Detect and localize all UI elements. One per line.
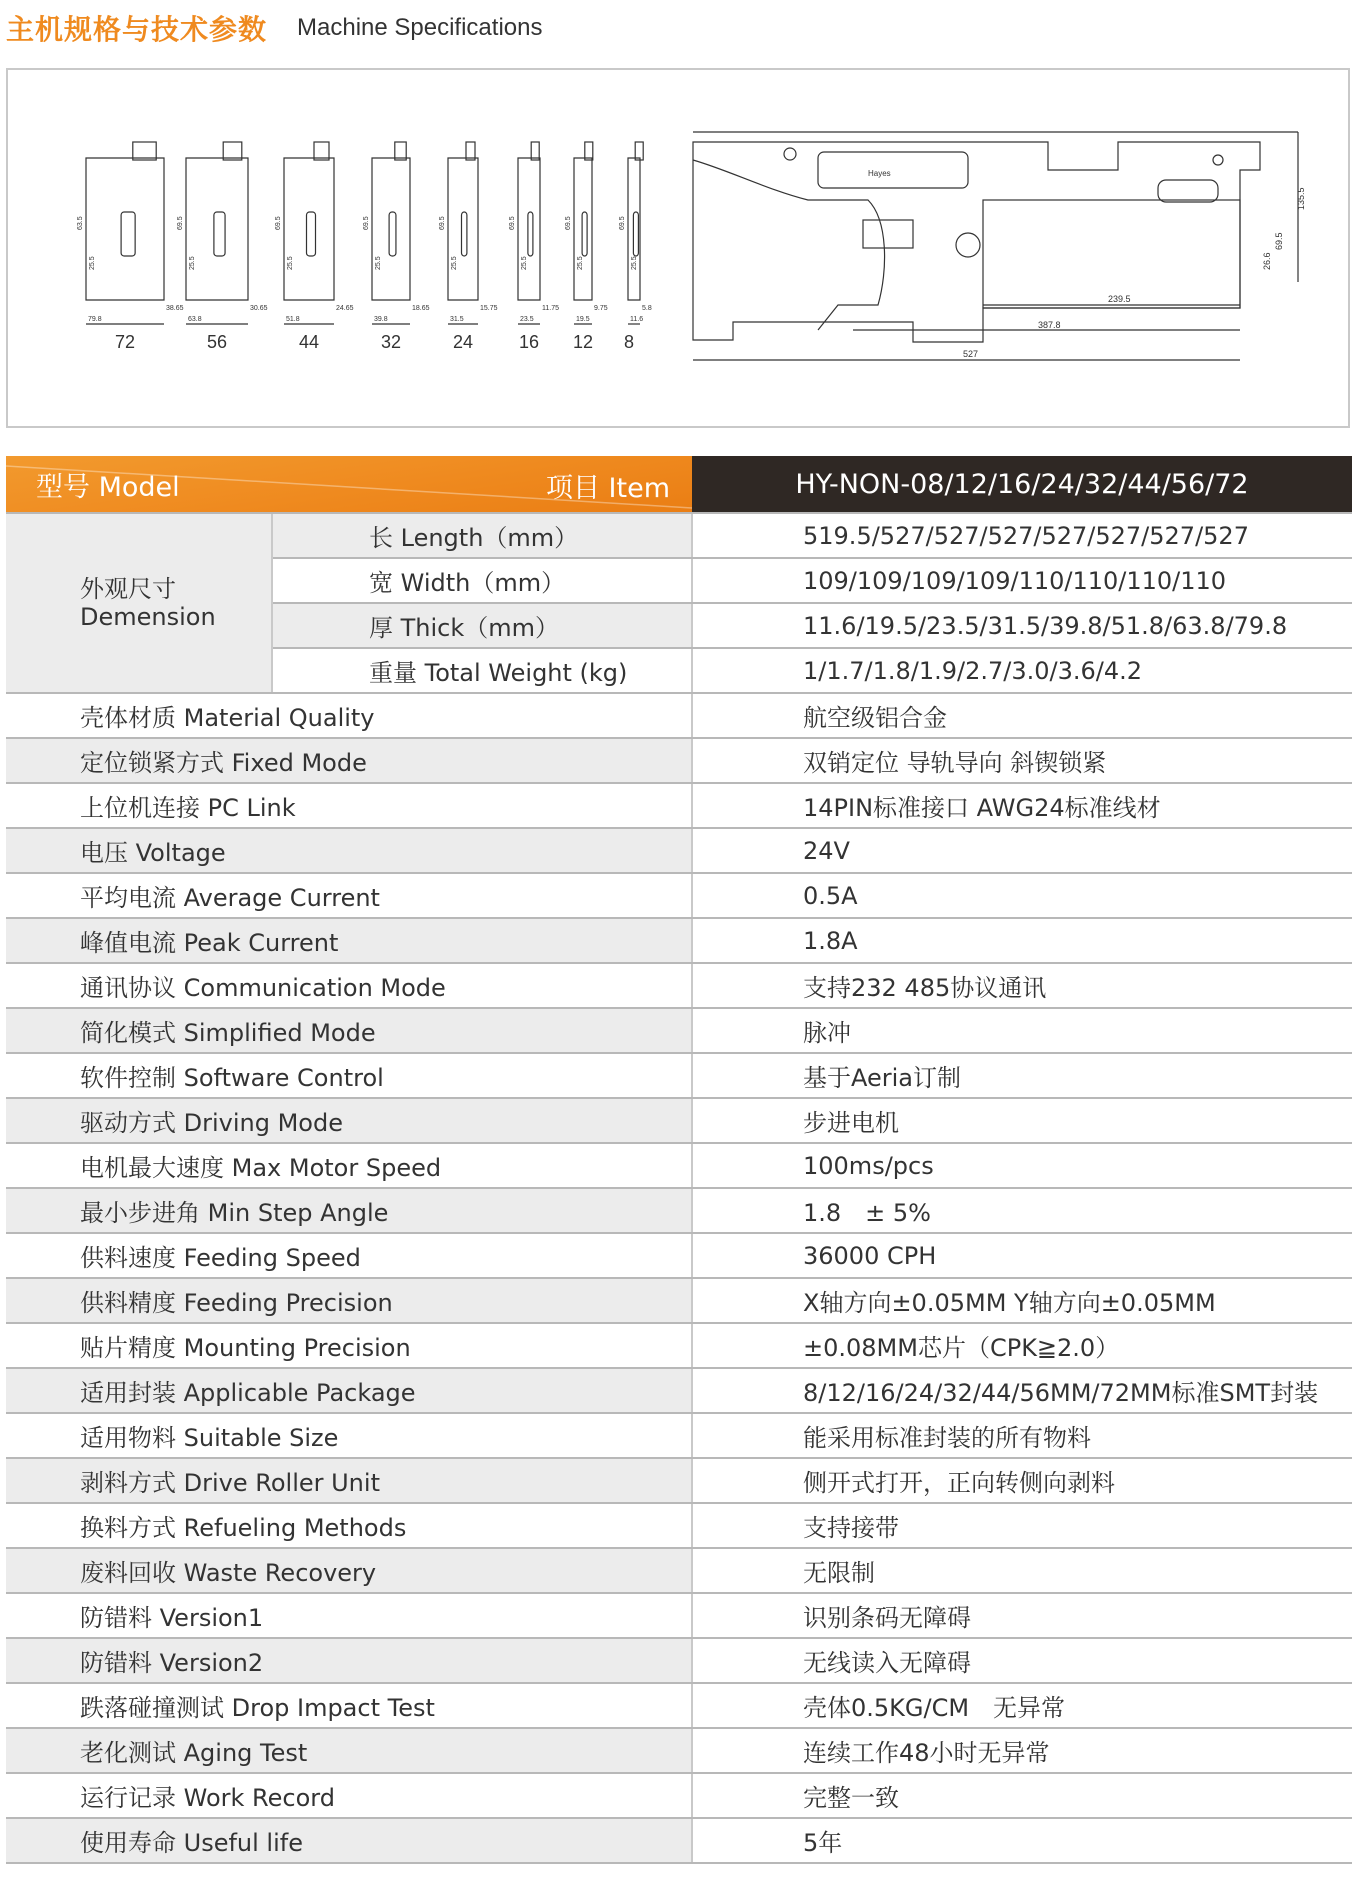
spec-value: 无线读入无障碍 [692,1638,1352,1683]
spec-label: 简化模式 Simplified Mode [6,1008,692,1053]
table-row [6,693,1352,738]
spec-value: 0.5A [692,873,1352,918]
table-row [6,1053,1352,1098]
dim-2395: 239.5 [1108,294,1131,304]
feeder-lower-dim: 25.5 [631,256,638,270]
side-view-outline [693,142,1260,342]
table-row [6,1683,1352,1728]
spec-label: 峰值电流 Peak Current [6,918,692,963]
feeder-cap-24 [466,142,475,160]
technical-drawing [6,68,1350,428]
feeder-half-dim: 24.65 [336,305,354,312]
dim-3878: 387.8 [1038,320,1061,330]
feeder-front-views [86,142,643,324]
dimension-label: 长 Length（mm） [272,513,692,558]
feeder-half-dim: 38.65 [166,305,184,312]
table-row [6,1728,1352,1773]
spec-label: 适用物料 Suitable Size [6,1413,692,1458]
spec-label: 剥料方式 Drive Roller Unit [6,1458,692,1503]
spec-value: 脉冲 [692,1008,1352,1053]
feeder-thick-dim: 63.8 [188,316,202,323]
spec-value: 支持232 485协议通讯 [692,963,1352,1008]
feeder-body-32 [372,158,410,300]
spec-label: 定位锁紧方式 Fixed Mode [6,738,692,783]
feeder-height-dim: 63.5 [77,216,84,230]
dimension-value: 1/1.7/1.8/1.9/2.7/3.0/3.6/4.2 [692,648,1352,693]
table-row [6,1818,1352,1863]
feeder-connector-12 [582,212,587,256]
dim-1355: 135.5 [1296,187,1306,210]
dimension-label: 厚 Thick（mm） [272,603,692,648]
feeder-lower-dim: 25.5 [189,256,196,270]
spec-value: 1.8 ± 5% [692,1188,1352,1233]
feeder-half-dim: 9.75 [594,305,608,312]
drawing-svg [8,70,1348,426]
feeder-lower-dim: 25.5 [577,256,584,270]
spec-label: 壳体材质 Material Quality [6,693,692,738]
feeder-height-dim: 69.5 [275,216,282,230]
feeder-width-label-44: 44 [299,332,320,352]
table-row [6,1503,1352,1548]
feeder-half-dim: 11.75 [542,305,559,312]
spec-label: 通讯协议 Communication Mode [6,963,692,1008]
feeder-half-dim: 15.75 [480,305,498,312]
dimension-value: 11.6/19.5/23.5/31.5/39.8/51.8/63.8/79.8 [692,603,1352,648]
feeder-height-dim: 69.5 [177,216,184,230]
feeder-half-dim: 30.65 [250,305,268,312]
spec-label: 防错料 Version1 [6,1593,692,1638]
spec-label: 供料速度 Feeding Speed [6,1233,692,1278]
feeder-height-dim: 69.5 [363,216,370,230]
spec-value: 5年 [692,1818,1352,1863]
dimension-group-en: Demension [80,603,216,631]
spec-value: 完整一致 [692,1773,1352,1818]
feeder-cap-44 [314,142,329,160]
feeder-body-72 [86,158,164,300]
header-item: 项目 Item [545,473,670,504]
feeder-lower-dim: 25.5 [375,256,382,270]
feeder-lower-dim: 25.5 [89,256,96,270]
spec-label: 跌落碰撞测试 Drop Impact Test [6,1683,692,1728]
table-row [6,1458,1352,1503]
spec-value: 识别条码无障碍 [692,1593,1352,1638]
feeder-width-label-8: 8 [624,332,635,352]
dimension-value: 109/109/109/109/110/110/110/110 [692,558,1352,603]
table-row [6,1638,1352,1683]
spec-label: 电压 Voltage [6,828,692,873]
feeder-width-label-32: 32 [381,332,402,352]
header-value: HY-NON-08/12/16/24/32/44/56/72 [692,456,1352,513]
feeder-cap-12 [585,142,593,160]
feeder-thick-dim: 31.5 [450,316,464,323]
feeder-thick-dim: 79.8 [88,316,102,323]
feeder-thick-dim: 39.8 [374,316,388,323]
spec-label: 驱动方式 Driving Mode [6,1098,692,1143]
feeder-height-dim: 69.5 [439,216,446,230]
side-view-body [983,200,1240,308]
feeder-cap-56 [223,142,242,160]
spec-value: 步进电机 [692,1098,1352,1143]
spec-value: X轴方向±0.05MM Y轴方向±0.05MM [692,1278,1352,1323]
spec-label: 适用封装 Applicable Package [6,1368,692,1413]
spec-label: 电机最大速度 Max Motor Speed [6,1143,692,1188]
spec-label: 软件控制 Software Control [6,1053,692,1098]
dimension-label: 宽 Width（mm） [272,558,692,603]
table-row [6,783,1352,828]
spec-value: 基于Aeria订制 [692,1053,1352,1098]
feeder-lower-dim: 25.5 [451,256,458,270]
feeder-height-dim: 69.5 [619,216,626,230]
spec-label: 平均电流 Average Current [6,873,692,918]
feeder-body-56 [186,158,248,300]
spec-value: 36000 CPH [692,1233,1352,1278]
table-row [6,1413,1352,1458]
feeder-width-label-24: 24 [453,332,474,352]
table-row [6,1593,1352,1638]
spec-value: 无限制 [692,1548,1352,1593]
feeder-thick-dim: 23.5 [520,316,534,323]
spec-value: 能采用标准封装的所有物料 [692,1413,1352,1458]
feeder-width-label-56: 56 [207,332,228,352]
table-header-row [6,456,1352,513]
table-row [6,963,1352,1008]
spec-value: 14PIN标准接口 AWG24标准线材 [692,783,1352,828]
feeder-lower-dim: 25.5 [521,256,528,270]
table-row [6,738,1352,783]
table-row [6,1008,1352,1053]
feeder-cap-16 [531,142,539,160]
spec-label: 供料精度 Feeding Precision [6,1278,692,1323]
page-title-cn: 主机规格与技术参数 [6,13,268,46]
dimension-group-cn: 外观尺寸 [80,575,176,603]
spec-label: 老化测试 Aging Test [6,1728,692,1773]
feeder-connector-72 [121,212,135,256]
side-view-hole-1 [784,148,796,160]
spec-label: 防错料 Version2 [6,1638,692,1683]
feeder-lower-dim: 25.5 [287,256,294,270]
side-view-slot [1158,180,1218,202]
header-model-item-cell [6,456,692,513]
dimension-value: 519.5/527/527/527/527/527/527/527 [692,513,1352,558]
feeder-body-12 [574,158,592,300]
feeder-connector-56 [214,212,225,256]
feeder-width-label-16: 16 [519,332,540,352]
spec-label: 换料方式 Refueling Methods [6,1503,692,1548]
spec-value: 支持接带 [692,1503,1352,1548]
table-row [6,1368,1352,1413]
feeder-connector-32 [389,212,396,256]
feeder-cap-32 [395,142,406,160]
spec-label: 最小步进角 Min Step Angle [6,1188,692,1233]
dimension-group-label [6,513,272,693]
feeder-connector-8 [633,212,638,256]
spec-value: 航空级铝合金 [692,693,1352,738]
feeder-connector-24 [462,212,467,256]
dim-266: 26.6 [1262,252,1272,270]
feeder-body-44 [284,158,334,300]
table-row [6,1548,1352,1593]
side-view-bracket [863,220,913,248]
spec-value: 连续工作48小时无异常 [692,1728,1352,1773]
feeder-cap-72 [133,142,156,160]
table-row [6,828,1352,873]
table-row [6,918,1352,963]
side-view-gear [956,233,980,257]
table-row [6,1323,1352,1368]
table-row [6,1098,1352,1143]
spec-label: 运行记录 Work Record [6,1773,692,1818]
page-title-en: Machine Specifications [297,14,543,41]
table-row [6,1773,1352,1818]
side-view-hole-2 [1213,155,1223,165]
feeder-connector-44 [307,212,316,256]
spec-value: 100ms/pcs [692,1143,1352,1188]
table-row [6,1188,1352,1233]
spec-label: 废料回收 Waste Recovery [6,1548,692,1593]
feeder-width-label-72: 72 [115,332,136,352]
feeder-half-dim: 5.8 [642,305,652,312]
table-row [6,1278,1352,1323]
spec-value: 壳体0.5KG/CM 无异常 [692,1683,1352,1728]
feeder-connector-16 [528,212,533,256]
spec-value: 24V [692,828,1352,873]
table-row [6,1233,1352,1278]
feeder-height-dim: 69.5 [565,216,572,230]
feeder-side-view [693,132,1298,360]
side-view-curve [693,160,885,330]
spec-value: ±0.08MM芯片（CPK≧2.0） [692,1323,1352,1368]
spec-table [6,456,1352,1864]
spec-value: 1.8A [692,918,1352,963]
table-row [6,873,1352,918]
feeder-body-16 [518,158,540,300]
table-row [6,1143,1352,1188]
spec-label: 上位机连接 PC Link [6,783,692,828]
feeder-half-dim: 18.65 [412,305,430,312]
feeder-thick-dim: 11.6 [630,316,644,323]
side-view-window [818,152,968,188]
spec-label: 使用寿命 Useful life [6,1818,692,1863]
feeder-thick-dim: 19.5 [576,316,590,323]
feeder-cap-8 [635,142,643,160]
table-row [6,513,1352,558]
dimension-label: 重量 Total Weight (kg) [272,648,692,693]
feeder-thick-dim: 51.8 [286,316,300,323]
header-model: 型号 Model [36,472,180,503]
feeder-body-24 [448,158,478,300]
dim-527: 527 [963,349,979,359]
spec-value: 8/12/16/24/32/44/56MM/72MM标准SMT封装 [692,1368,1352,1413]
spec-value: 双销定位 导轨导向 斜锲锁紧 [692,738,1352,783]
spec-value: 侧开式打开，正向转侧向剥料 [692,1458,1352,1503]
brand-label: Hayes [868,169,891,178]
feeder-width-label-12: 12 [573,332,594,352]
feeder-height-dim: 69.5 [509,216,516,230]
page-header [6,8,542,48]
dim-695: 69.5 [1274,232,1284,250]
spec-label: 贴片精度 Mounting Precision [6,1323,692,1368]
